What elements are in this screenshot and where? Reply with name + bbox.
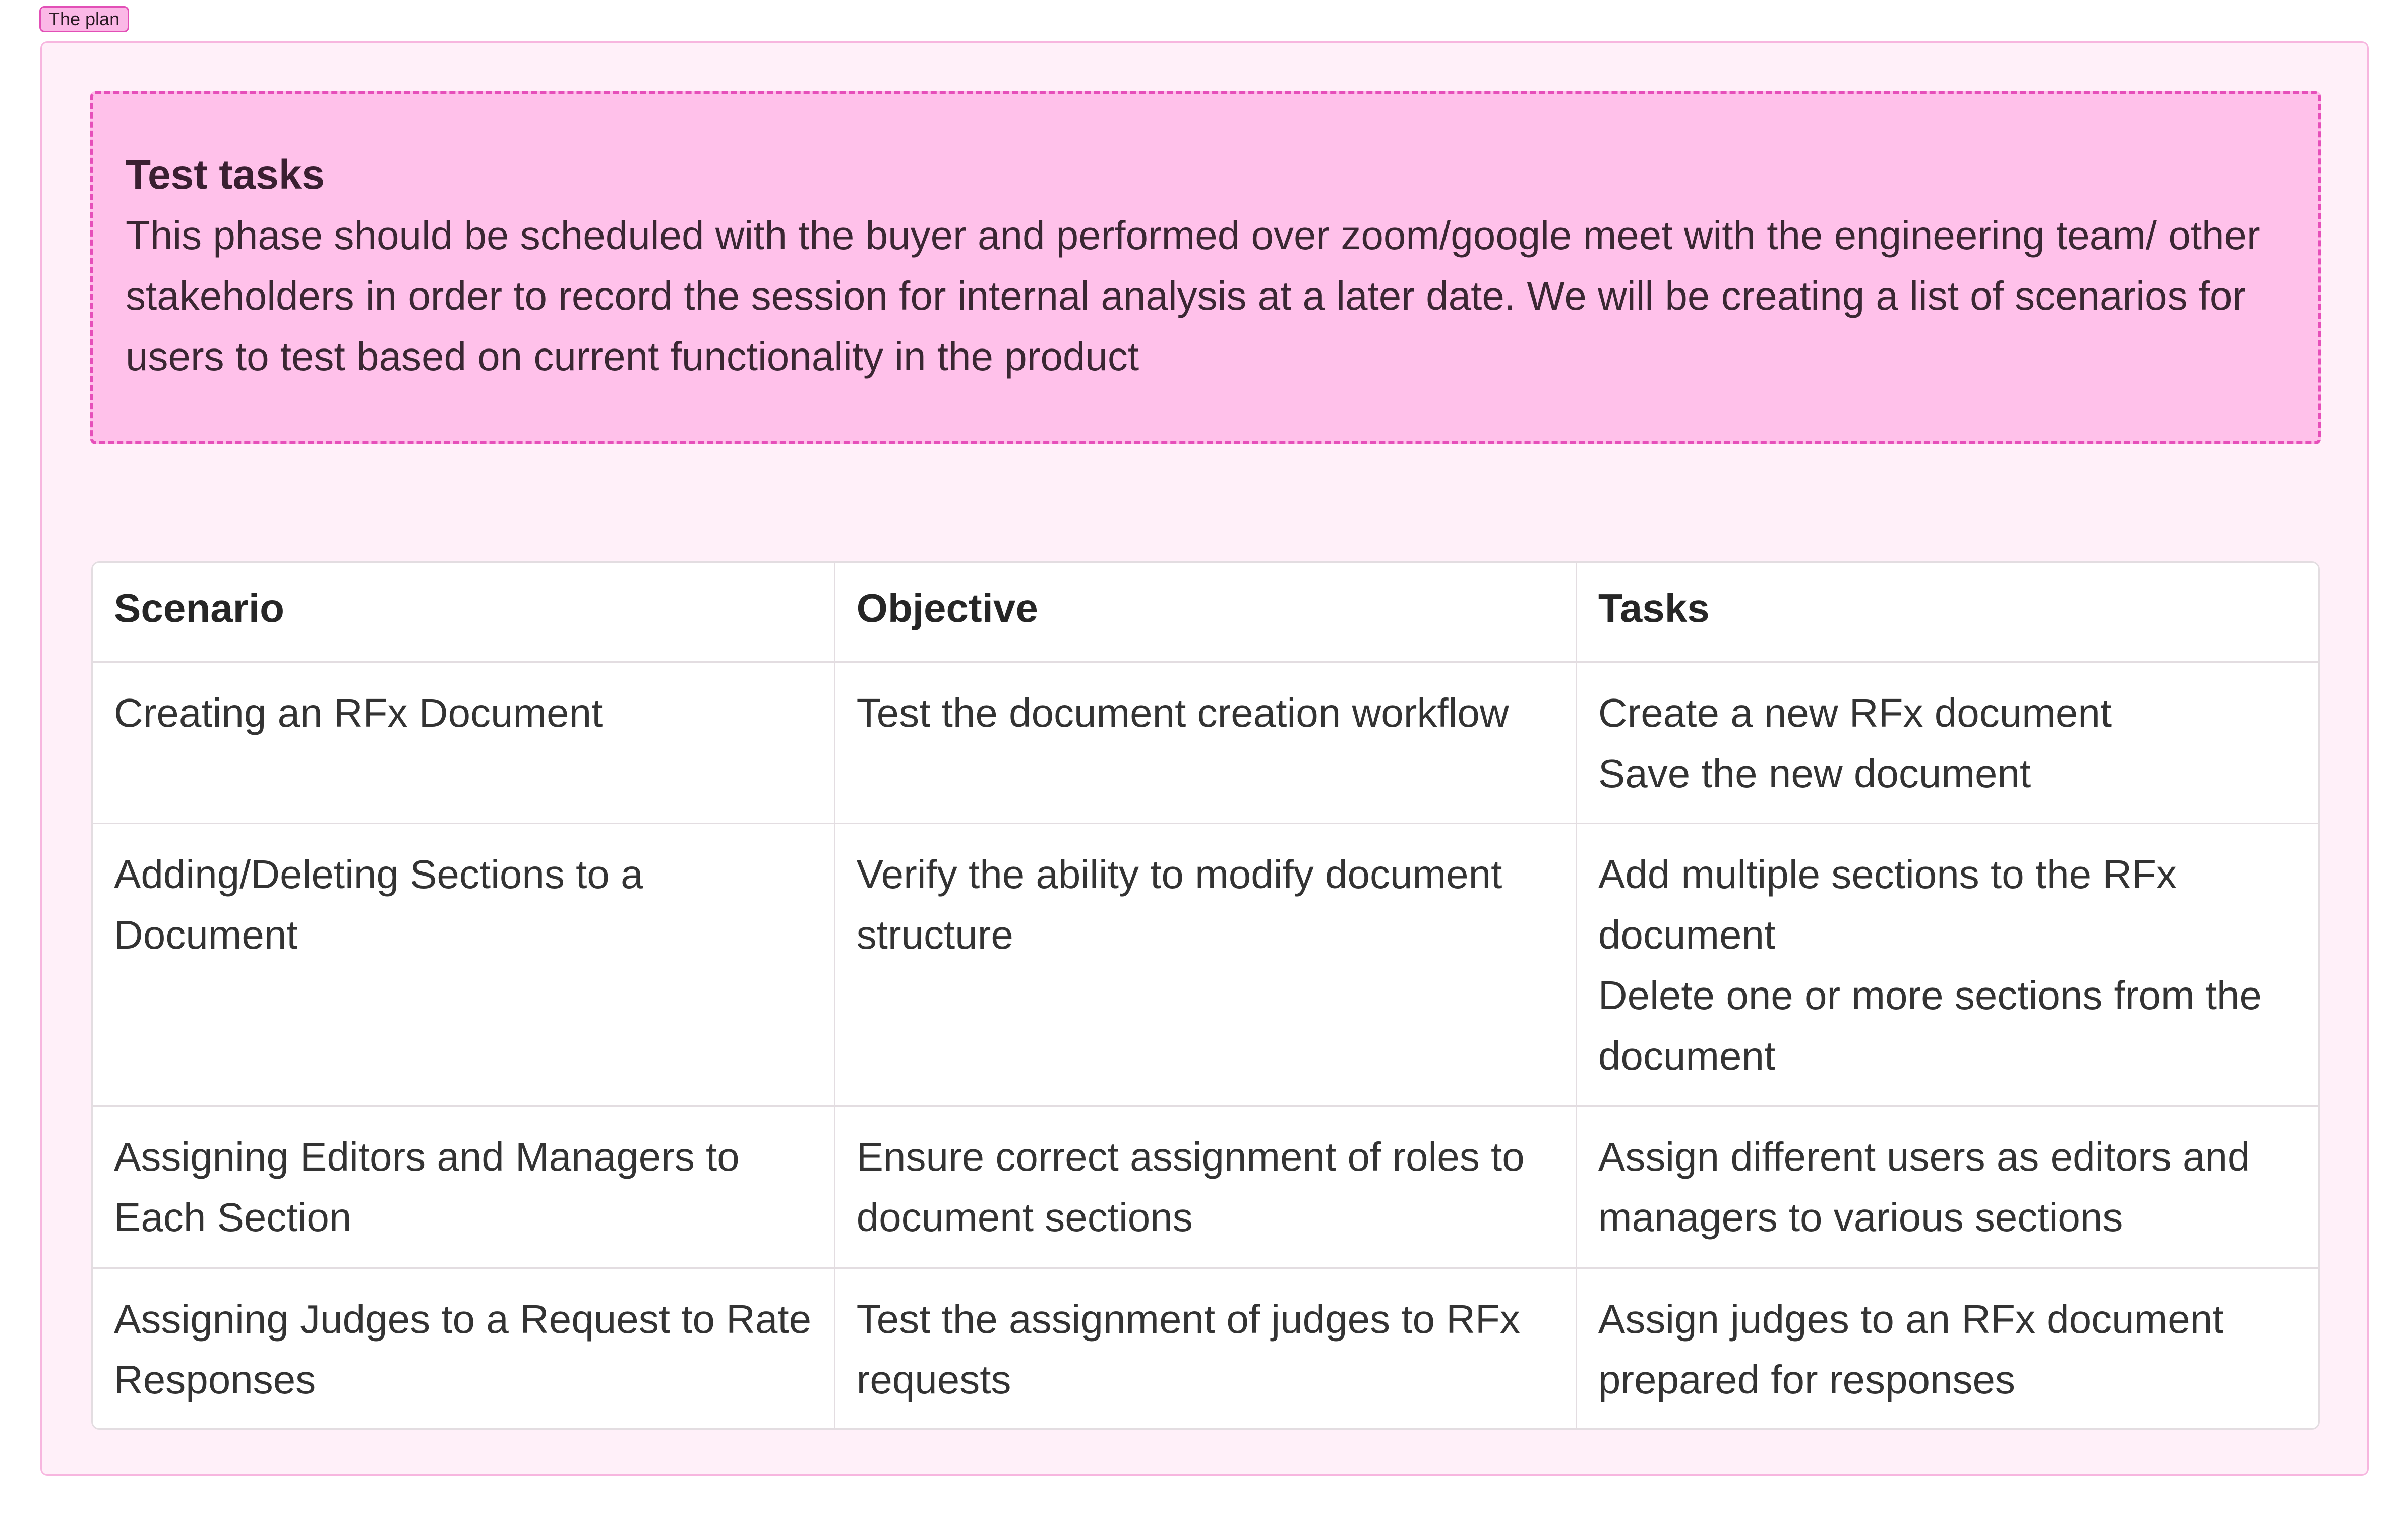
tasks-cell <box>1576 1105 2318 1268</box>
objective-cell: Ensure correct assignment of roles to document sections <box>834 1105 1576 1268</box>
objective-cell: Test the assignment of judges to RFx requests <box>834 1268 1576 1429</box>
task-item: Assign different users as editors and managers to various sections <box>1598 1134 2250 1240</box>
task-item: Assign judges to an RFx document prepared for responses <box>1598 1296 2224 1402</box>
header-tasks: Tasks <box>1576 563 2318 662</box>
scenario-cell: Creating an RFx Document <box>93 662 834 823</box>
objective-cell: Verify the ability to modify document structure <box>834 823 1576 1105</box>
tasks-cell <box>1576 662 2318 823</box>
test-tasks-callout <box>90 91 2321 444</box>
tasks-cell <box>1576 823 2318 1105</box>
scenario-cell: Adding/Deleting Sections to a Document <box>93 823 834 1105</box>
callout-title: Test tasks <box>126 152 325 198</box>
task-item: Add multiple sections to the RFx document <box>1598 851 2177 957</box>
task-item: Delete one or more sections from the document <box>1598 972 2262 1078</box>
table-row <box>93 1105 2318 1268</box>
header-scenario: Scenario <box>93 563 834 662</box>
table-row <box>93 823 2318 1105</box>
objective-cell: Test the document creation workflow <box>834 662 1576 823</box>
frame-label-tag[interactable]: The plan <box>39 6 129 32</box>
table-header-row <box>93 563 2318 662</box>
header-objective: Objective <box>834 563 1576 662</box>
plan-frame <box>40 41 2369 1476</box>
table-row <box>93 662 2318 823</box>
table-row <box>93 1268 2318 1429</box>
callout-body: This phase should be scheduled with the buyer and performed over zoom/google meet with the engineering team/ other stakeholders in order to record the session for internal analysis at a later date. We will be creating a list of scenarios for users to test based on current functionality in the product <box>126 213 2260 379</box>
tasks-cell <box>1576 1268 2318 1429</box>
scenario-table <box>91 561 2320 1430</box>
task-item: Create a new RFx document <box>1598 690 2112 735</box>
scenario-cell: Assigning Editors and Managers to Each Section <box>93 1105 834 1268</box>
task-item: Save the new document <box>1598 750 2031 796</box>
scenario-cell: Assigning Judges to a Request to Rate Responses <box>93 1268 834 1429</box>
